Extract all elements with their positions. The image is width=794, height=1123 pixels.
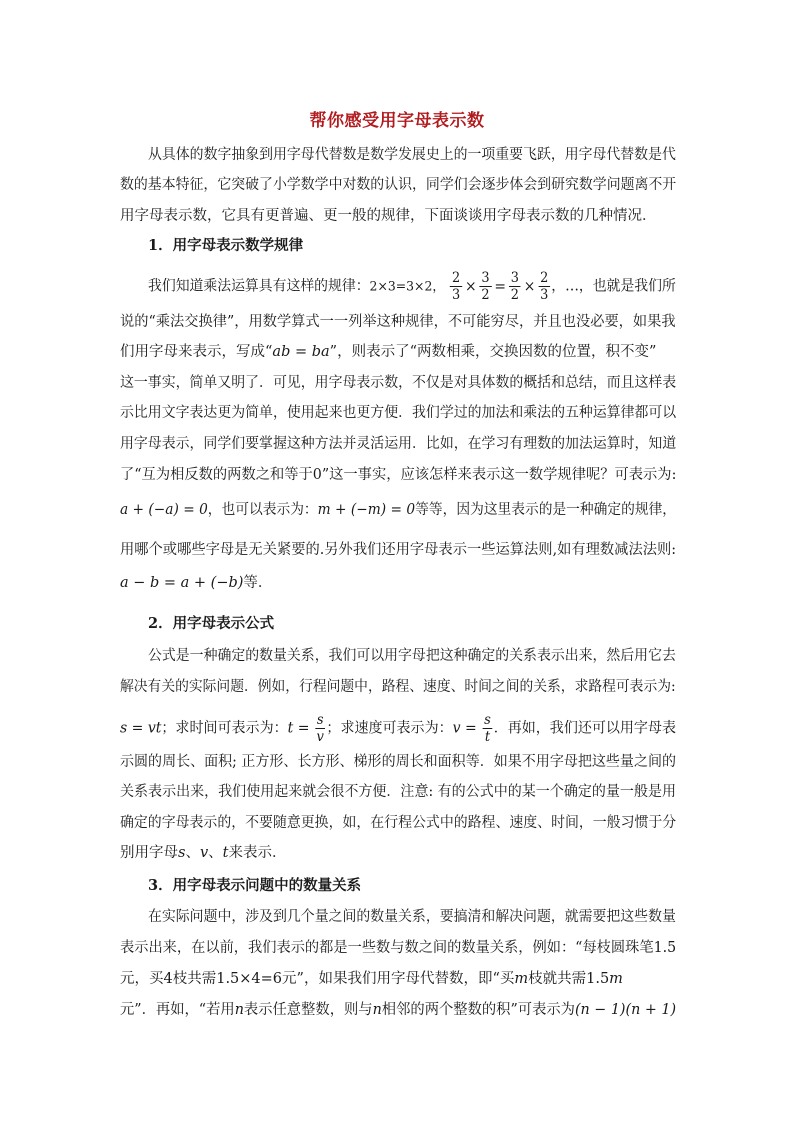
text-span: ，…，也就是我们所 (551, 278, 676, 295)
formula: (n − 1)(n + 1) (574, 1002, 677, 1018)
paragraph-line: 用哪个或哪些字母是无关紧要的.另外我们还用字母表示一些运算法则,如有理数减法法则: (120, 542, 677, 558)
text-span: 别用字母 (120, 845, 178, 861)
fraction (315, 712, 326, 745)
paragraph-line (120, 712, 676, 745)
text-span: ．再如，我们还可以用字母表 (493, 720, 676, 737)
text-span: ；求速度可表示为： (326, 720, 453, 737)
numerator: 3 (481, 270, 490, 286)
numerator: 3 (510, 270, 519, 286)
paragraph-line: 在实际问题中，涉及到几个量之间的数量关系，要搞清和解决问题，就需要把这些数量 (148, 909, 676, 925)
paragraph-line (120, 1000, 676, 1020)
times-sign: × (465, 278, 477, 295)
paragraph-line: 说的“乘法交换律”，用数学算式一一列举这种规律，不可能穷尽，并且也没必要，如果我 (120, 314, 676, 330)
text-span: 等． (243, 575, 273, 591)
text-span: 元，买4枝共需1.5×4=6元”，如果我们用字母代替数，即“买 (120, 971, 515, 987)
paragraph-line: 数的基本特征，它突破了小学数学中对数的认识，同学们会逐步体会到研究数学问题离不开 (120, 177, 677, 193)
paragraph-line: 解决有关的实际问题．例如，行程问题中，路程、速度、时间之间的关系，求路程可表示为: (120, 679, 676, 695)
text-span: 元”．再如，“若用 (120, 1002, 235, 1018)
variable: n (234, 1002, 244, 1018)
denominator: 2 (481, 287, 490, 303)
numerator: 2 (452, 270, 461, 286)
paragraph-line: 确定的字母表示的，不要随意更换，如，在行程公式中的路程、速度、时间，一般习惯于分 (120, 815, 677, 831)
formula: m + (−m) = 0 (317, 502, 416, 518)
paragraph-line: 示比用文字表达更为简单，使用起来也更方便．我们学过的加法和乘法的五种运算律都可以 (120, 405, 677, 421)
paragraph-line (120, 573, 272, 593)
page-title: 帮你感受用字母表示数 (309, 111, 485, 131)
fraction (509, 270, 521, 303)
paragraph-line: 用字母表示数，它具有更普遍、更一般的规律，下面谈谈用字母表示数的几种情况． (120, 208, 657, 224)
text-span: 枝就共需1.5 (528, 971, 610, 987)
paragraph-line (148, 270, 676, 303)
text-span: ，也可以表示为： (207, 502, 318, 518)
denominator: t (484, 729, 491, 745)
numerator: 2 (540, 270, 549, 286)
fraction (480, 270, 492, 303)
fraction (450, 270, 462, 303)
text-span: ；求时间可表示为： (161, 720, 288, 737)
section-heading-2: 2．用字母表示公式 (148, 615, 275, 632)
paragraph-line: 表示出来，在以前，我们表示的都是一些数与数之间的数量关系，例如：“每枝圆珠笔1.5 (120, 940, 677, 956)
formula: v = (452, 720, 477, 737)
paragraph-line (120, 843, 286, 863)
formula: t = (287, 720, 310, 737)
paragraph-line (120, 342, 656, 362)
variable: n (372, 1002, 382, 1018)
paragraph-line: 了“互为相反数的两数之和等于0”这一事实，应该怎样来表示这一数学规律呢？可表示为: (120, 467, 677, 483)
paragraph-line: 用字母表示，同学们要掌握这种方法并灵活运用．比如，在学习有理数的加法运算时，知道 (120, 436, 677, 452)
paragraph-line (120, 500, 676, 520)
paragraph-line: 这一事实，简单又明了．可见，用字母表示数，不仅是对具体数的概括和总结，而且这样表 (120, 375, 677, 391)
times-sign: × (523, 278, 536, 295)
formula: a − b = a + (−b) (120, 575, 244, 591)
variable: m (514, 971, 529, 987)
numerator: s (316, 712, 324, 728)
section-heading-3: 3．用字母表示问题中的数量关系 (148, 877, 362, 894)
denominator: v (316, 729, 324, 745)
formula: a + (−a) = 0 (120, 502, 208, 518)
text-span: 等等，因为这里表示的是一种确定的规律， (415, 502, 677, 518)
variable: t (222, 845, 229, 861)
fraction (482, 712, 493, 745)
denominator: 3 (540, 287, 549, 303)
text-span: ”，则表示了“两数相乘，交换因数的位置，积不变” (329, 344, 657, 360)
text-span: 我们知道乘法运算具有这样的规律： (148, 278, 370, 295)
section-heading-1: 1．用字母表示数学规律 (148, 237, 304, 254)
paragraph-line: 关系表示出来，我们使用起来就会很不方便．注意: 有的公式中的某一个确定的量一般是用 (120, 784, 677, 800)
variable: m (609, 971, 623, 987)
formula: s = vt (120, 720, 162, 737)
separator: 、 (185, 845, 200, 861)
denominator: 3 (452, 287, 461, 303)
numerator: s (484, 712, 491, 728)
formula: 2×3=3×2， (369, 279, 445, 295)
variable: v (199, 845, 209, 861)
formula: ab = ba (272, 344, 330, 360)
fraction (538, 270, 550, 303)
text-span: 们用字母来表示，写成“ (120, 344, 273, 360)
text-span: 相邻的两个整数的积”可表示为 (381, 1002, 575, 1018)
text-span: 来表示． (228, 845, 287, 861)
paragraph-line: 从具体的数字抽象到用字母代替数是数学发展史上的一项重要飞跃，用字母代替数是代 (148, 147, 676, 163)
paragraph-line: 示圆的周长、面积; 正方形、长方形、梯形的周长和面积等．如果不用字母把这些量之间的 (120, 754, 677, 770)
variable: s (178, 845, 186, 861)
paragraph-line (120, 969, 623, 989)
separator: 、 (208, 845, 223, 861)
paragraph-line: 公式是一种确定的数量关系，我们可以用字母把这种确定的关系表示出来，然后用它去 (148, 648, 676, 664)
denominator: 2 (510, 287, 519, 303)
equals-sign: = (494, 278, 507, 295)
text-span: 表示任意整数，则与 (243, 1002, 373, 1018)
